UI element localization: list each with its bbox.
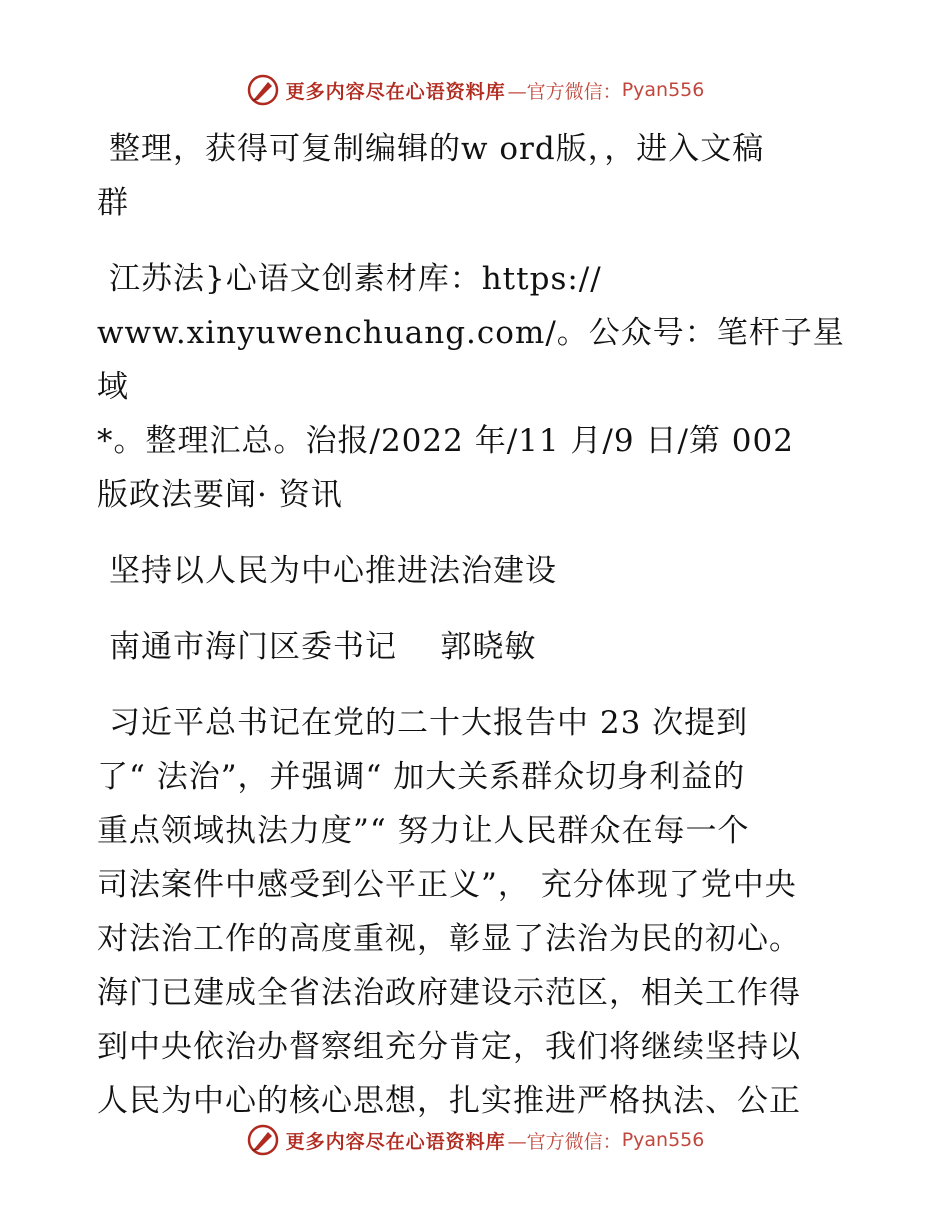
intro-line-1: 整理，获得可复制编辑的w ord版，，进入文稿 bbox=[109, 131, 765, 167]
source-line-4: 版政法要闻· 资讯 bbox=[97, 477, 343, 513]
watermark-wechat-label: —官方微信： bbox=[507, 1130, 622, 1153]
header-watermark bbox=[0, 70, 950, 110]
body-line-5: 对法治工作的高度重视，彰显了法治为民的初心。 bbox=[97, 921, 801, 957]
document-body bbox=[97, 122, 857, 1128]
source-line-1: 江苏法}心语文创素材库：https:// bbox=[109, 261, 602, 297]
intro-line-2: 群 bbox=[97, 185, 129, 221]
watermark-brand: 更多内容尽在心语资料库 bbox=[285, 80, 506, 103]
watermark-wechat-id: Pyan556 bbox=[621, 1129, 705, 1151]
footer-watermark bbox=[0, 1120, 950, 1160]
body-line-4: 司法案件中感受到公平正义”， 充分体现了党中央 bbox=[97, 867, 797, 903]
body-line-1: 习近平总书记在党的二十大报告中 23 次提到 bbox=[109, 705, 749, 741]
article-author: 南通市海门区委书记 郭晓敏 bbox=[109, 629, 537, 665]
watermark-wechat-label: —官方微信： bbox=[507, 80, 622, 103]
body-line-7: 到中央依治办督察组充分肯定，我们将继续坚持以 bbox=[97, 1029, 801, 1065]
body-line-8: 人民为中心的核心思想，扎实推进严格执法、公正 bbox=[97, 1083, 801, 1119]
source-line-2: www.xinyuwenchuang.com/。公众号：笔杆子星域 bbox=[97, 315, 845, 405]
article-title: 坚持以人民为中心推进法治建设 bbox=[109, 553, 557, 589]
pen-nib-logo-icon bbox=[246, 73, 280, 107]
watermark-wechat-id: Pyan556 bbox=[621, 79, 705, 101]
source-line-3: *。整理汇总。治报/2022 年/11 月/9 日/第 002 bbox=[97, 423, 794, 459]
watermark-brand: 更多内容尽在心语资料库 bbox=[285, 1130, 506, 1153]
body-line-3: 重点领域执法力度”“ 努力让人民群众在每一个 bbox=[97, 813, 750, 849]
body-line-6: 海门已建成全省法治政府建设示范区，相关工作得 bbox=[97, 975, 801, 1011]
pen-nib-logo-icon bbox=[246, 1123, 280, 1157]
body-line-2: 了“ 法治”，并强调“ 加大关系群众切身利益的 bbox=[97, 759, 746, 795]
